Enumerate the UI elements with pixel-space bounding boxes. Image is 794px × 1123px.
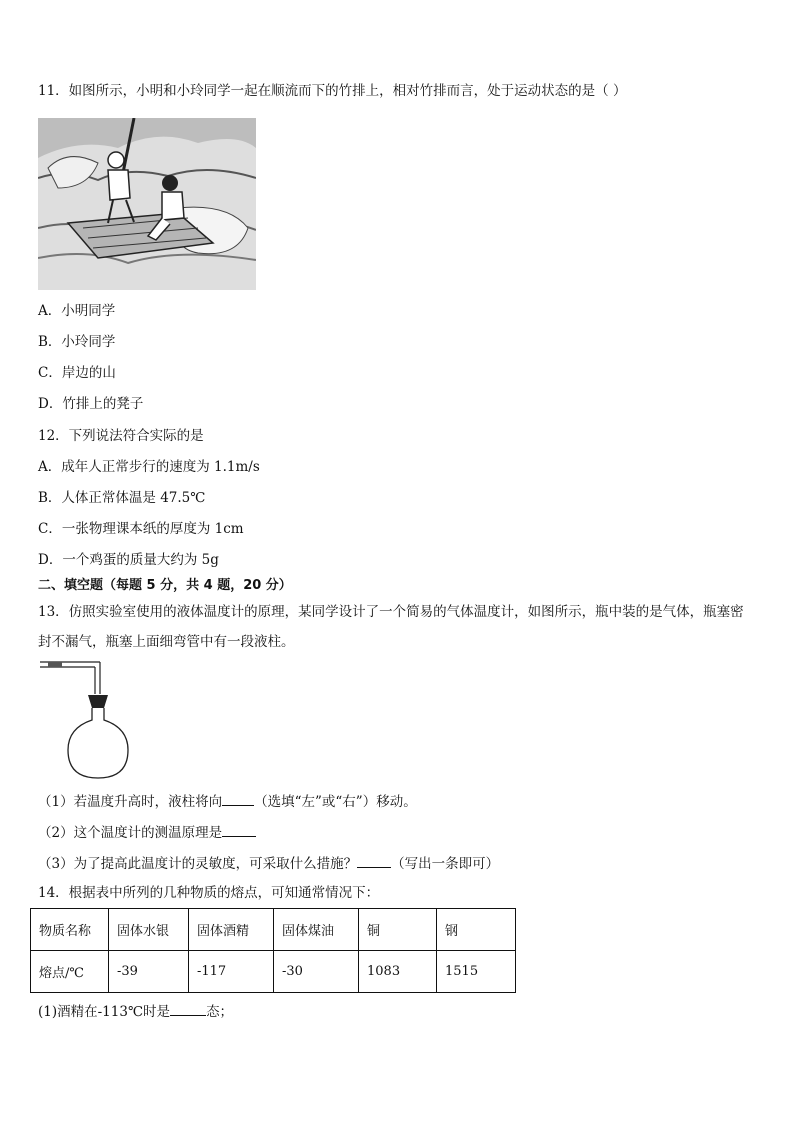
q13-figure-gas-thermometer (38, 658, 168, 782)
melting-point-table (30, 908, 516, 993)
table-cell: -30 (274, 951, 359, 993)
q13-sub2-prefix: （2）这个温度计的测温原理是 (38, 825, 223, 841)
table-cell: 熔点/℃ (31, 951, 109, 993)
q12-option-b: B．人体正常体温是 47.5℃ (38, 490, 206, 506)
q11-option-d: D．竹排上的凳子 (38, 396, 144, 412)
q14-stem: 14．根据表中所列的几种物质的熔点，可知通常情况下： (38, 885, 380, 901)
q13-sub3-prefix: （3）为了提高此温度计的灵敏度，可采取什么措施？ (38, 856, 358, 872)
flask-with-bent-tube (38, 658, 168, 782)
q13-sub2 (38, 822, 256, 842)
q14-sub1-prefix: (1)酒精在-113℃时是 (38, 1004, 171, 1020)
q14-sub1-suffix: 态； (206, 1004, 234, 1020)
q11-stem: 11．如图所示，小明和小玲同学一起在顺流而下的竹排上，相对竹排而言，处于运动状态的是（ ） (38, 83, 627, 99)
q13-sub3-answer-blank[interactable] (357, 853, 391, 868)
raft-river-picture (38, 118, 256, 290)
q14-sub1 (38, 1001, 233, 1021)
table-header-cell: 钢 (437, 909, 516, 951)
q11-option-a: A．小明同学 (38, 303, 116, 319)
table-cell: 1083 (359, 951, 437, 993)
q13-sub1 (38, 791, 417, 811)
q12-stem: 12．下列说法符合实际的是 (38, 428, 204, 444)
q12-option-c: C．一张物理课本纸的厚度为 1cm (38, 521, 244, 537)
table-row (31, 951, 516, 993)
table-cell: -39 (109, 951, 189, 993)
table-header-row (31, 909, 516, 951)
q13-sub3-suffix: （写出一条即可） (391, 856, 500, 872)
q12-option-a: A．成年人正常步行的速度为 1.1m/s (38, 459, 260, 475)
q13-sub2-answer-blank[interactable] (222, 822, 256, 837)
q13-sub3 (38, 853, 499, 873)
q11-option-c: C．岸边的山 (38, 365, 116, 381)
table-header-cell: 固体水银 (109, 909, 189, 951)
table-header-cell: 物质名称 (31, 909, 109, 951)
table-cell: 1515 (437, 951, 516, 993)
q12-option-d: D．一个鸡蛋的质量大约为 5g (38, 552, 219, 568)
table-header-cell: 固体酒精 (189, 909, 274, 951)
section-2-heading: 二、填空题（每题 5 分，共 4 题，20 分） (38, 578, 292, 593)
q14-sub1-answer-blank[interactable] (170, 1001, 206, 1016)
q13-sub1-suffix: （选填“左”或“右”）移动。 (254, 794, 417, 810)
table-header-cell: 铜 (359, 909, 437, 951)
q11-option-b: B．小玲同学 (38, 334, 116, 350)
q11-figure-raft-illustration (38, 118, 256, 290)
q13-sub1-answer-blank[interactable] (222, 791, 254, 806)
table-cell: -117 (189, 951, 274, 993)
q13-sub1-prefix: （1）若温度升高时，液柱将向 (38, 794, 223, 810)
q13-stem: 13．仿照实验室使用的液体温度计的原理，某同学设计了一个简易的气体温度计，如图所示，瓶中装的是气体，瓶塞密封不漏气，瓶塞上面细弯管中有一段液柱。 (38, 604, 744, 650)
table-header-cell: 固体煤油 (274, 909, 359, 951)
